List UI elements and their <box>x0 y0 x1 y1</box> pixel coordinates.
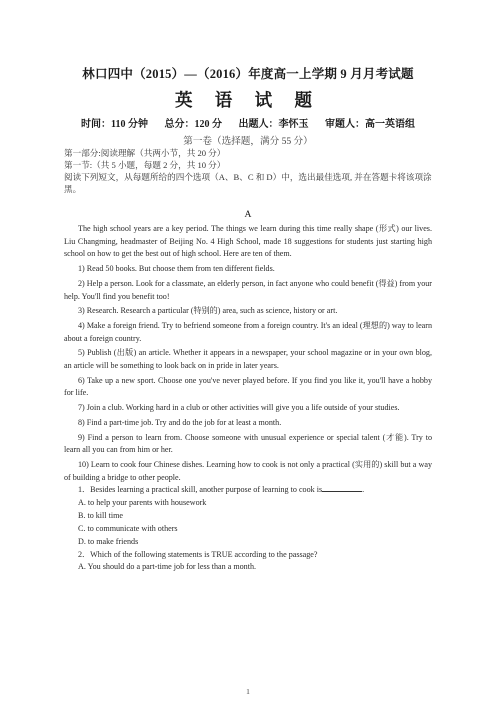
option-b: B. to kill time <box>78 510 123 520</box>
question-stem: 2．Which of the following statements is TRUE according to the passage? <box>78 549 318 559</box>
page-number: 1 <box>246 687 250 696</box>
option-a: A. to help your parents with housework <box>78 498 207 508</box>
part-heading: 第一卷（选择题，满分 55 分） <box>183 136 313 147</box>
exam-title: 林口四中（2015）—（2016）年度高一上学期 9 月月考试题 <box>82 67 414 81</box>
time-limit: 时间：110 分钟 <box>81 119 148 130</box>
suggestion-item: 10) Learn to cook four Chinese dishes. Learning how to cook is not only a practical (实用的) skill but a way of building a bridge to other people. <box>64 459 432 482</box>
reviewer: 审题人：高一英语组 <box>324 119 415 130</box>
suggestion-item: 5) Publish (出版) an article. Whether it appears in a newspaper, your school magazine or in your own blog, an article will be something to look back on in pride in later years. <box>64 348 432 371</box>
suggestion-item: 9) Find a person to learn from. Choose someone with unusual experience or special talent (才能). Try to learn all you can from him or her. <box>64 432 432 455</box>
subject-title: 英 语 试 题 <box>174 90 322 110</box>
suggestion-item: 7) Join a club. Working hard in a club or other activities will give you a life outside of your studies. <box>78 403 400 413</box>
suggestion-item: 8) Find a part-time job. Try and do the job for at least a month. <box>78 417 282 427</box>
question-2 <box>64 549 432 575</box>
question-stem-end: . <box>362 485 365 495</box>
option-c: C. to communicate with others <box>78 523 178 533</box>
option-d: D. to make friends <box>78 536 139 546</box>
suggestion-item: 1) Read 50 books. But choose them from ten different fields. <box>78 264 275 274</box>
passage-label: A <box>244 209 252 220</box>
total-score: 总分：120 分 <box>164 119 222 130</box>
instruction-line: 阅读下列短文，从每题所给的四个选项（A、B、C 和 D）中，选出最佳选项, 并在答题卡将该项涂黑。 <box>64 172 432 194</box>
passage-paragraph: The high school years are a key period. The things we learn during this time really shape (形式) our lives. Liu Changming, headmaster of Beijing No. 4 High School, made 18 suggestions for students just starting high school on how to get the best out of high school. Here are ten of them. <box>64 224 432 259</box>
question-stem <box>64 484 432 497</box>
passage-body <box>64 223 432 484</box>
answer-blank <box>322 491 362 492</box>
suggestion-item: 3) Research. Research a particular (特别的) area, such as science, history or art. <box>78 306 338 316</box>
instruction-line: 第一节:（共 5 小题，每题 2 分，共 10 分） <box>64 160 226 170</box>
question-stem-text: 1．Besides learning a practical skill, another purpose of learning to cook is <box>78 485 323 495</box>
question-1 <box>64 484 432 548</box>
suggestion-item: 6) Take up a new sport. Choose one you've never played before. If you find you like it, you'll have a hobby for life. <box>64 375 432 398</box>
suggestion-item: 4) Make a foreign friend. Try to befriend someone from a foreign country. It's an ideal (理想的) way to learn about a foreign country. <box>64 320 432 343</box>
suggestion-item: 2) Help a person. Look for a classmate, an elderly person, in fact anyone who could benefit (得益) from your help. You'll find you benefit too! <box>64 278 432 301</box>
instructions <box>64 147 432 195</box>
instruction-line: 第一部分:阅读理解（共两小节，共 20 分） <box>64 148 226 158</box>
question-setter: 出题人：李怀玉 <box>238 119 309 130</box>
option-a: A. You should do a part-time job for less than a month. <box>78 562 257 572</box>
exam-meta <box>64 115 432 130</box>
